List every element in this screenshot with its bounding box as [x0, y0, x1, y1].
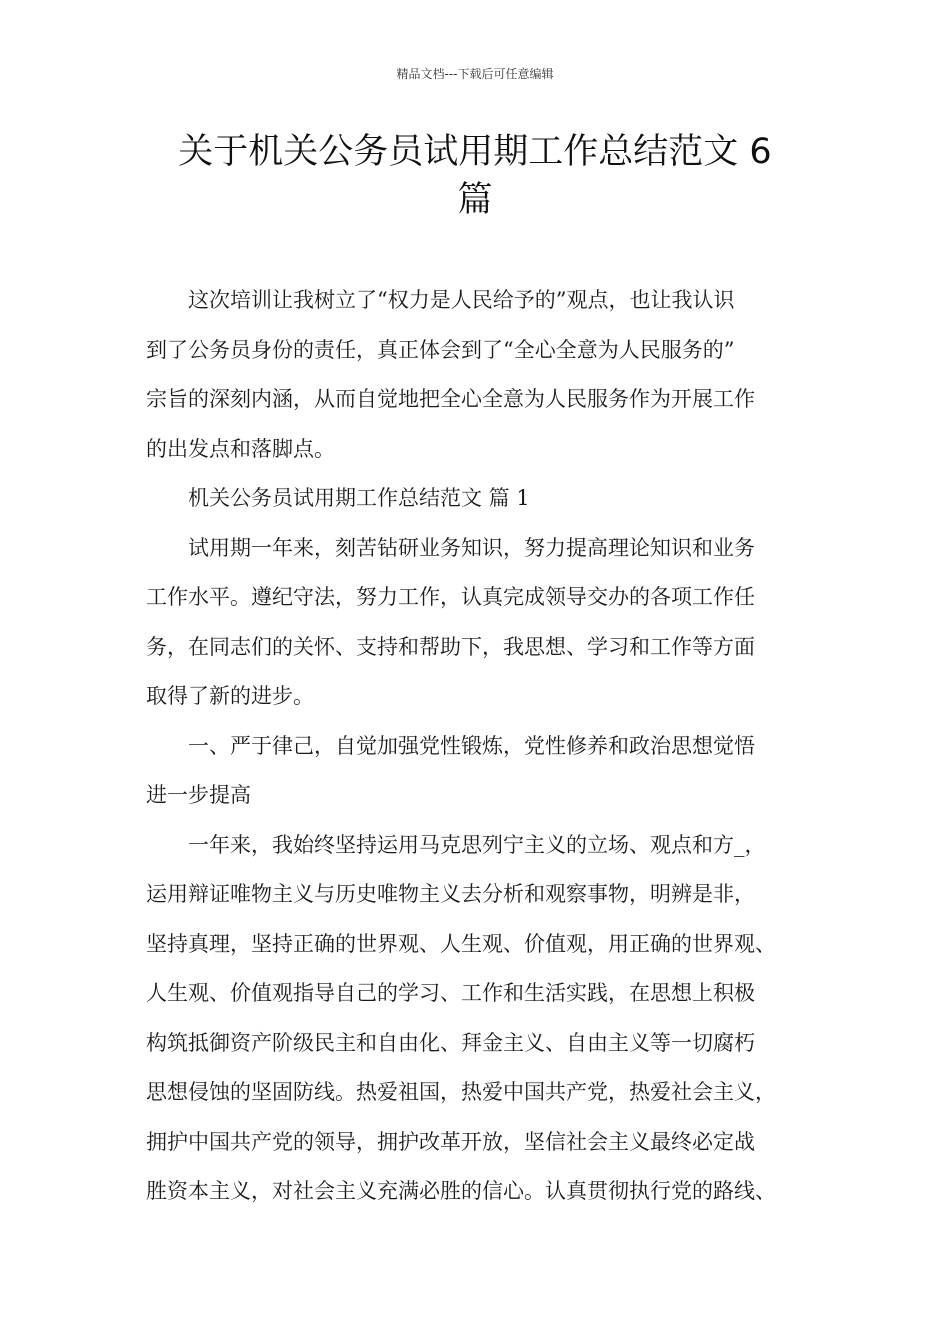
body-line: 到了公务员身份的责任，真正体会到了“全心全意为人民服务的” [146, 337, 735, 362]
document-body [146, 276, 826, 1217]
body-line: 构筑抵御资产阶级民主和自由化、拜金主义、自由主义等一切腐朽 [146, 1030, 755, 1055]
body-line: 拥护中国共产党的领导，拥护改革开放，坚信社会主义最终必定战 [146, 1129, 755, 1154]
body-line: 人生观、价值观指导自己的学习、工作和生活实践，在思想上积极 [146, 981, 755, 1005]
body-line: 进一步提高 [146, 783, 251, 807]
body-line: 这次培训让我树立了“权力是人民给予的”观点，也让我认识 [188, 288, 735, 312]
document-title [140, 128, 810, 224]
body-line: 宗旨的深刻内涵，从而自觉地把全心全意为人民服务作为开展工作 [146, 387, 755, 411]
body-line: 工作水平。遵纪守法，努力工作，认真完成领导交办的各项工作任 [146, 585, 755, 609]
body-line: 思想侵蚀的坚固防线。热爱祖国，热爱中国共产党，热爱社会主义， [146, 1080, 776, 1104]
body-line: 机关公务员试用期工作总结范文 篇 1 [188, 486, 530, 510]
page-header-note: 精品文档---下载后可任意编辑 [396, 67, 554, 81]
body-line: 运用辩证唯物主义与历史唯物主义去分析和观察事物，明辨是非， [146, 882, 755, 906]
body-line: 坚持真理，坚持正确的世界观、人生观、价值观，用正确的世界观、 [146, 931, 776, 956]
body-line: 试用期一年来，刻苦钻研业务知识，努力提高理论知识和业务 [188, 535, 755, 560]
body-line: 务，在同志们的关怀、支持和帮助下，我思想、学习和工作等方面 [146, 634, 755, 659]
body-line: 一、严于律己，自觉加强党性锻炼，党性修养和政治思想觉悟 [188, 733, 755, 758]
body-line: 一年来，我始终坚持运用马克思列宁主义的立场、观点和方_， [188, 832, 766, 857]
document-title-line-2: 篇 [457, 180, 493, 220]
body-line: 取得了新的进步。 [146, 684, 314, 708]
body-line: 胜资本主义，对社会主义充满必胜的信心。认真贯彻执行党的路线、 [146, 1179, 776, 1203]
document-title-line-1: 关于机关公务员试用期工作总结范文 6 [178, 132, 772, 172]
body-line: 的出发点和落脚点。 [146, 436, 335, 461]
